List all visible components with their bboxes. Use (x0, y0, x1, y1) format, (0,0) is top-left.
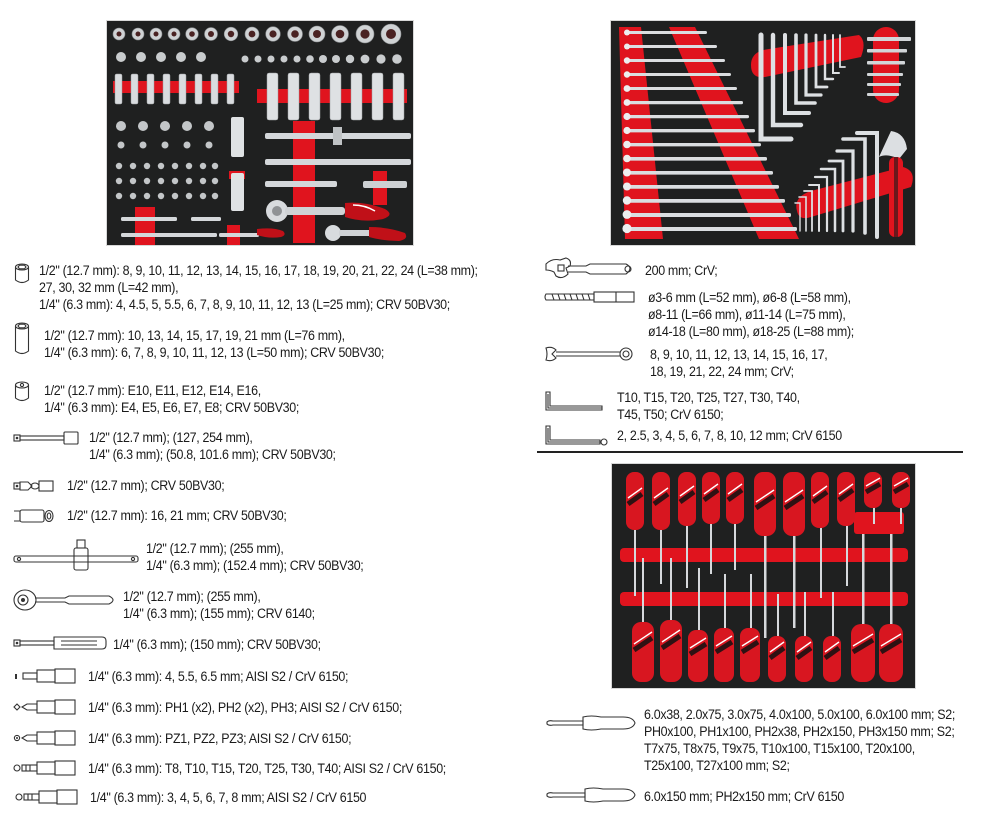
pozidriv-bit-socket-icon (13, 729, 77, 747)
spec-line: 1/4" (6.3 mm): 3, 4, 5, 6, 7, 8 mm; AISI S2 / CrV 6150 (90, 790, 367, 805)
spec-line: PH0x100, PH1x100, PH2x38, PH2x150, PH3x150 mm; S2; (644, 724, 955, 739)
spec-line: 1/4" (6.3 mm): PH1 (x2), PH2 (x2), PH3; AISI S2 / CrV 6150; (88, 700, 402, 715)
spec-slotted-bit-sockets (88, 668, 348, 685)
spec-phillips-bit-sockets (88, 699, 402, 716)
deep-socket-icon (14, 322, 30, 356)
slotted-bit-socket-icon (13, 667, 77, 685)
spec-long-screwdrivers (644, 788, 844, 805)
socket-tray-illustration (107, 21, 413, 245)
spark-plug-socket-icon (13, 508, 57, 524)
e-torx-socket-icon (14, 381, 30, 403)
section-divider (537, 451, 963, 453)
phillips-bit-socket-icon (13, 698, 77, 716)
spec-line: 1/2" (12.7 mm); CRV 50BV30; (67, 478, 225, 493)
spec-line: 1/4" (6.3 mm); (50.8, 101.6 mm); CRV 50BV30; (89, 447, 336, 462)
spec-line: 1/4" (6.3 mm); (150 mm); CRV 50BV30; (113, 637, 321, 652)
spec-line: 27, 30, 32 mm (L=42 mm), (39, 280, 179, 295)
screwdriver-tray-photo (611, 463, 916, 689)
spec-line: 8, 9, 10, 11, 12, 13, 14, 15, 16, 17, (650, 347, 828, 362)
spec-line: 200 mm; CrV; (645, 263, 718, 278)
spec-line: 2, 2.5, 3, 4, 5, 6, 7, 8, 10, 12 mm; CrV 6150 (617, 428, 842, 443)
spec-line: 1/4" (6.3 mm): E4, E5, E6, E7, E8; CRV 50BV30; (44, 400, 300, 415)
universal-joint-icon (13, 478, 57, 494)
spec-adjustable-wrench (645, 262, 717, 279)
wrench-hex-tray-illustration (611, 21, 915, 245)
spec-screwdrivers (644, 706, 955, 774)
spec-hex-bit-sockets (90, 789, 366, 806)
spec-line: T25x100, T27x100 mm; S2; (644, 758, 790, 773)
spec-combination-wrenches (650, 346, 827, 380)
spec-line: 1/2" (12.7 mm): E10, E11, E12, E14, E16, (44, 383, 261, 398)
spec-line: 1/2" (12.7 mm); (127, 254 mm), (89, 430, 253, 445)
spec-line: ø8-11 (L=66 mm), ø11-14 (L=75 mm), (648, 307, 846, 322)
screwdriver-icon (545, 712, 637, 736)
spec-line: 1/4" (6.3 mm): 6, 7, 8, 9, 10, 11, 12, 13 (L=50 mm); CRV 50BV30; (44, 345, 384, 360)
spec-line: 1/2" (12.7 mm): 16, 21 mm; CRV 50BV30; (67, 508, 287, 523)
spec-bit-driver-handle (113, 636, 321, 653)
spec-line: 1/2" (12.7 mm); (255 mm), (146, 541, 284, 556)
spec-line: 1/4" (6.3 mm); (152.4 mm); CRV 50BV30; (146, 558, 364, 573)
wrench-hex-tray-photo (610, 20, 916, 246)
spec-line: T7x75, T8x75, T9x75, T10x100, T15x100, T20x100, (644, 741, 915, 756)
screwdriver-tray-illustration (612, 464, 915, 688)
spec-torx-bit-sockets (88, 760, 446, 777)
torx-l-key-icon (544, 390, 606, 412)
long-screwdriver-icon (545, 786, 637, 806)
spec-line: 18, 19, 21, 22, 24 mm; CrV; (650, 364, 794, 379)
ratchet-icon (13, 588, 117, 612)
screw-extractor-icon (544, 289, 636, 305)
combination-wrench-icon (544, 345, 636, 363)
ball-hex-l-key-icon (544, 424, 612, 446)
spec-line: T10, T15, T20, T25, T27, T30, T40, (617, 390, 800, 405)
spec-line: 1/4" (6.3 mm): T8, T10, T15, T20, T25, T30, T40; AISI S2 / CrV 6150; (88, 761, 446, 776)
spec-torx-l-keys (617, 389, 800, 423)
spec-line: 6.0x150 mm; PH2x150 mm; CrV 6150 (644, 789, 845, 804)
spec-line: 1/4" (6.3 mm); (155 mm); CRV 6140; (123, 606, 315, 621)
bit-driver-handle-icon (13, 634, 107, 652)
spec-line: ø14-18 (L=80 mm), ø18-25 (L=88 mm); (648, 324, 854, 339)
standard-socket-icon (14, 263, 30, 285)
spec-screw-extractors (648, 289, 854, 340)
torx-bit-socket-icon (13, 759, 77, 777)
hex-bit-socket-icon (15, 788, 79, 806)
spec-pozidriv-bit-sockets (88, 730, 351, 747)
spec-line: 1/4" (6.3 mm): 4, 5.5, 6.5 mm; AISI S2 / CrV 6150; (88, 669, 349, 684)
spec-e-torx-sockets (44, 382, 299, 416)
spec-line: 1/4" (6.3 mm): PZ1, PZ2, PZ3; AISI S2 / CrV 6150; (88, 731, 352, 746)
spec-extension-bars (89, 429, 336, 463)
spec-line: 1/4" (6.3 mm): 4, 4.5, 5, 5.5, 6, 7, 8, 9, 10, 11, 12, 13 (L=25 mm); CRV 50BV30; (39, 297, 450, 312)
spec-line: 1/2" (12.7 mm): 8, 9, 10, 11, 12, 13, 14, 15, 16, 17, 18, 19, 20, 21, 22, 24 (L=38 mm); (39, 263, 478, 278)
extension-bar-icon (13, 430, 81, 446)
spec-line: ø3-6 mm (L=52 mm), ø6-8 (L=58 mm), (648, 290, 851, 305)
spec-deep-sockets (44, 327, 384, 361)
spec-standard-sockets (39, 262, 478, 313)
spec-universal-joint (67, 477, 224, 494)
spec-line: T45, T50; CrV 6150; (617, 407, 724, 422)
socket-tray-photo (106, 20, 414, 246)
spec-sliding-t-bars (146, 540, 363, 574)
spec-line: 6.0x38, 2.0x75, 3.0x75, 4.0x100, 5.0x100, 6.0x100 mm; S2; (644, 707, 955, 722)
spec-line: 1/2" (12.7 mm): 10, 13, 14, 15, 17, 19, 21 mm (L=76 mm), (44, 328, 345, 343)
spec-spark-plug-sockets (67, 507, 287, 524)
spec-ratchets (123, 588, 315, 622)
spec-line: 1/2" (12.7 mm); (255 mm), (123, 589, 261, 604)
sliding-t-bar-icon (13, 538, 139, 574)
spec-ball-hex-l-keys (617, 427, 842, 444)
adjustable-wrench-icon (544, 256, 636, 282)
